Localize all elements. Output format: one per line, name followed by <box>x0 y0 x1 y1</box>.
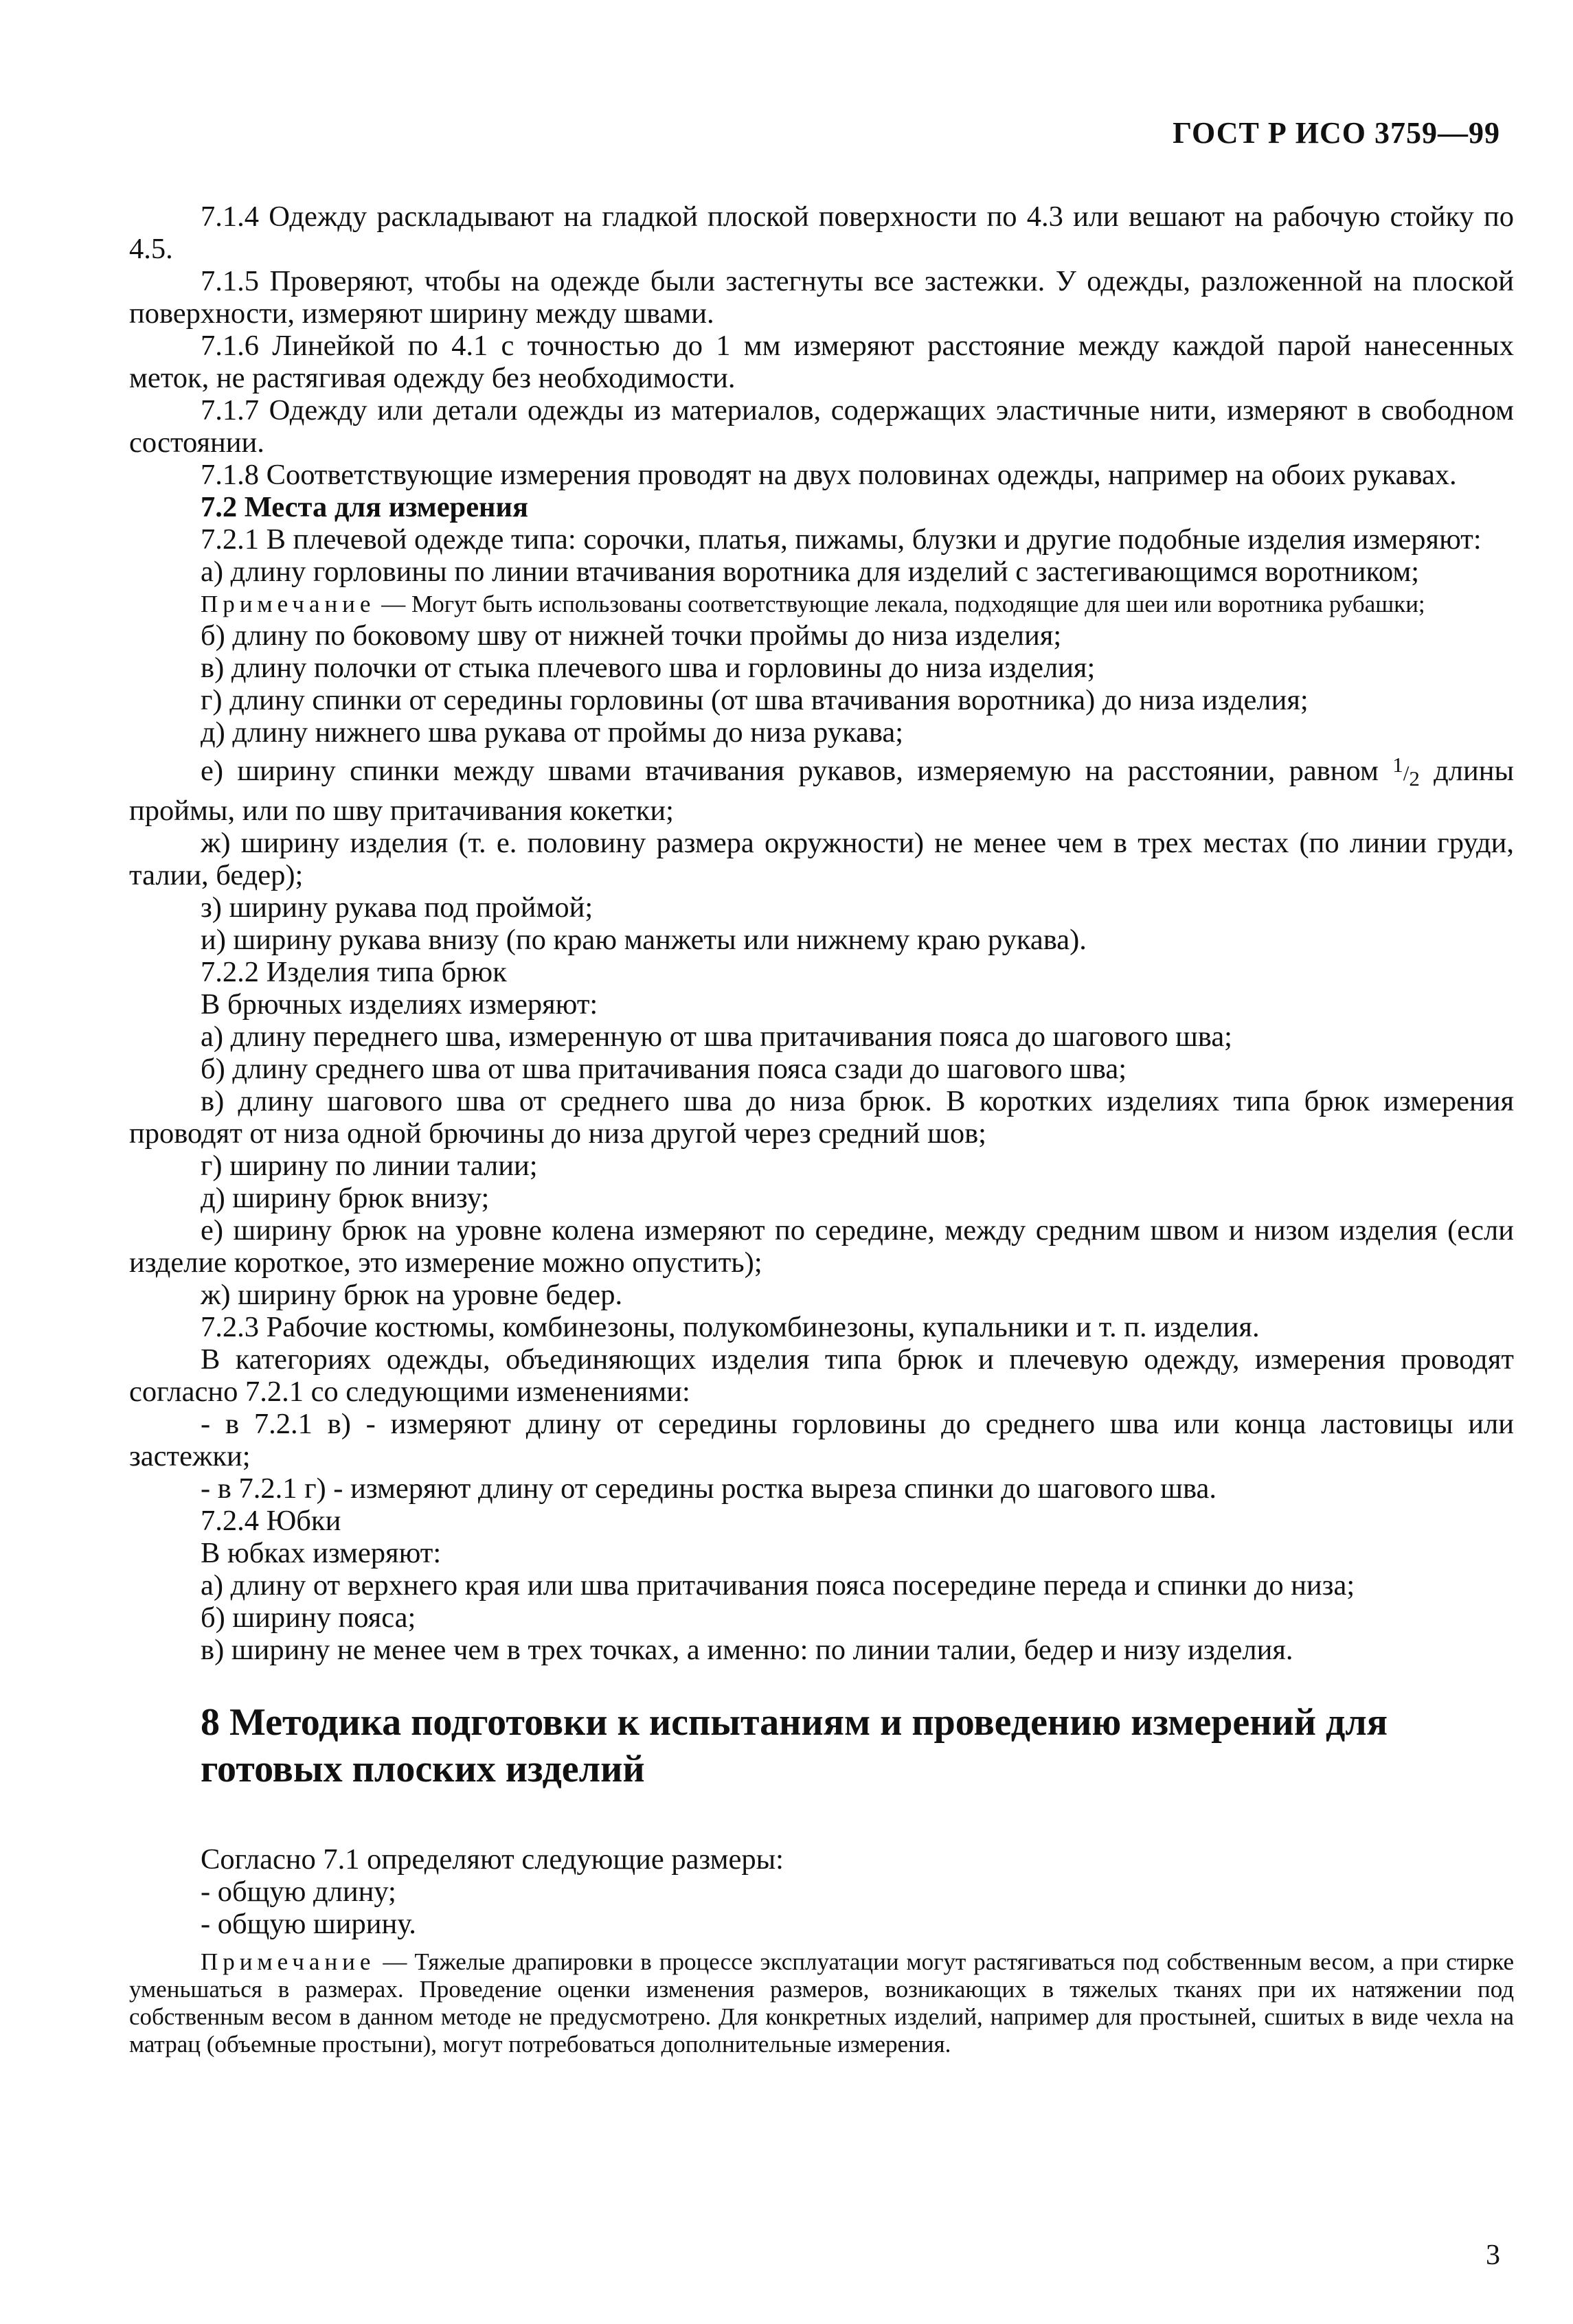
paragraph: В категориях одежды, объединяющих изделия типа брюк и плечевую одежду, измерения проводят согласно 7.2.1 со следующими изменениями: <box>129 1343 1514 1408</box>
paragraph: Согласно 7.1 определяют следующие размеры: <box>201 1843 784 1876</box>
paragraph: В юбках измеряют: <box>201 1537 442 1569</box>
list-item: б) длину среднего шва от шва притачивания пояса сзади до шагового шва; <box>201 1053 1127 1085</box>
list-item: - общую длину; <box>201 1876 396 1908</box>
list-item: в) длину полочки от стыка плечевого шва и горловины до низа изделия; <box>201 652 1096 684</box>
fraction-half: 1/2 <box>1392 753 1420 790</box>
note-text: — Могут быть использованы соответствующие лекала, подходящие для шеи или воротника рубашки; <box>375 591 1425 617</box>
note-8 <box>129 1948 1514 2058</box>
list-item: г) длину спинки от середины горловины (от шва втачивания воротника) до низа изделия; <box>201 684 1309 716</box>
list-item: д) длину нижнего шва рукава от проймы до низа рукава; <box>201 716 904 749</box>
paragraph-7-2-1: 7.2.1 В плечевой одежде типа: сорочки, платья, пижамы, блузки и другие подобные изделия измеряют: <box>201 523 1482 556</box>
paragraph-7-2-4: 7.2.4 Юбки <box>201 1505 341 1537</box>
paragraph-7-1-5: 7.1.5 Проверяют, чтобы на одежде были застегнуты все застежки. У одежды, разложенной на плоской поверхности, измеряют ширину между швами. <box>129 265 1514 330</box>
paragraph-7-1-8: 7.1.8 Соответствующие измерения проводят на двух половинах одежды, например на обоих рукавах. <box>201 459 1457 491</box>
list-item: в) длину шагового шва от среднего шва до низа брюк. В коротких изделиях типа брюк измерения проводят от низа одной брючины до низа другой через средний шов; <box>129 1085 1514 1150</box>
fraction-numerator: 1 <box>1392 753 1403 777</box>
subheading-7-2: 7.2 Места для измерения <box>201 491 529 523</box>
note-7-2-1 <box>129 590 1514 618</box>
list-item: - в 7.2.1 г) - измеряют длину от середины ростка выреза спинки до шагового шва. <box>201 1472 1216 1505</box>
list-item: б) ширину пояса; <box>201 1602 416 1634</box>
list-item: ж) ширину брюк на уровне бедер. <box>201 1279 623 1311</box>
paragraph-7-1-4: 7.1.4 Одежду раскладывают на гладкой плоской поверхности по 4.3 или вешают на рабочую стойку по 4.5. <box>129 201 1514 265</box>
list-item: д) ширину брюк внизу; <box>201 1182 490 1214</box>
list-item: а) длину горловины по линии втачивания воротника для изделий с застегивающимся воротником; <box>201 556 1420 588</box>
list-item-text: длины проймы, или по шву притачивания кокетки; <box>129 755 1515 827</box>
list-item: ж) ширину изделия (т. е. половину размера окружности) не менее чем в трех местах (по линии груди, талии, бедер); <box>129 827 1514 891</box>
list-item: - общую ширину. <box>201 1908 416 1940</box>
list-item-text: е) ширину спинки между швами втачивания рукавов, измеряемую на расстоянии, равном <box>201 755 1379 787</box>
list-item: б) длину по боковому шву от нижней точки проймы до низа изделия; <box>201 619 1062 652</box>
paragraph-7-2-3: 7.2.3 Рабочие костюмы, комбинезоны, полукомбинезоны, купальники и т. п. изделия. <box>201 1311 1260 1343</box>
note-label: Примечание <box>201 591 376 617</box>
list-item: з) ширину рукава под проймой; <box>201 891 593 924</box>
document-header: ГОСТ Р ИСО 3759—99 <box>1173 116 1500 150</box>
list-item-with-fraction <box>129 749 1514 827</box>
list-item: г) ширину по линии талии; <box>201 1150 538 1182</box>
list-item: - в 7.2.1 в) - измеряют длину от середины горловины до среднего шва или конца ластовицы или застежки; <box>129 1408 1514 1472</box>
note-label: Примечание <box>201 1948 376 1975</box>
note-text: — Тяжелые драпировки в процессе эксплуатации могут растягиваться под собственным весом, а при стирке уменьшаться в размерах. Проведение оценки изменения размеров, возникающих в тяжелых тканях при их натяжении под собственным весом в данном методе не предусмотрено. Для конкретных изделий, например для простыней, сшитых в виде чехла на матрац (объемные простыни), могут потребоваться дополнительные измерения. <box>129 1948 1514 2058</box>
list-item: а) длину от верхнего края или шва притачивания пояса посередине переда и спинки до низа; <box>201 1569 1355 1602</box>
list-item: в) ширину не менее чем в трех точках, а именно: по линии талии, бедер и низу изделия. <box>201 1634 1293 1666</box>
document-body <box>129 201 1514 2058</box>
list-item: и) ширину рукава внизу (по краю манжеты или нижнему краю рукава). <box>201 924 1087 956</box>
paragraph-7-1-6: 7.1.6 Линейкой по 4.1 с точностью до 1 мм измеряют расстояние между каждой парой нанесенных меток, не растягивая одежду без необходимости. <box>129 330 1514 394</box>
list-item: а) длину переднего шва, измеренную от шва притачивания пояса до шагового шва; <box>201 1021 1232 1053</box>
paragraph-7-2-2: 7.2.2 Изделия типа брюк <box>201 956 507 988</box>
paragraph-7-1-7: 7.1.7 Одежду или детали одежды из материалов, содержащих эластичные нити, измеряют в свободном состоянии. <box>129 394 1514 459</box>
fraction-denominator: 2 <box>1409 766 1420 790</box>
paragraph: В брючных изделиях измеряют: <box>201 988 598 1021</box>
list-item: е) ширину брюк на уровне колена измеряют по середине, между средним швом и низом изделия (если изделие короткое, это измерение можно опустить); <box>129 1214 1514 1279</box>
section-8-heading: 8 Методика подготовки к испытаниям и проведению измерений для готовых плоских изделий <box>201 1701 1388 1790</box>
page-number: 3 <box>1486 2240 1500 2271</box>
